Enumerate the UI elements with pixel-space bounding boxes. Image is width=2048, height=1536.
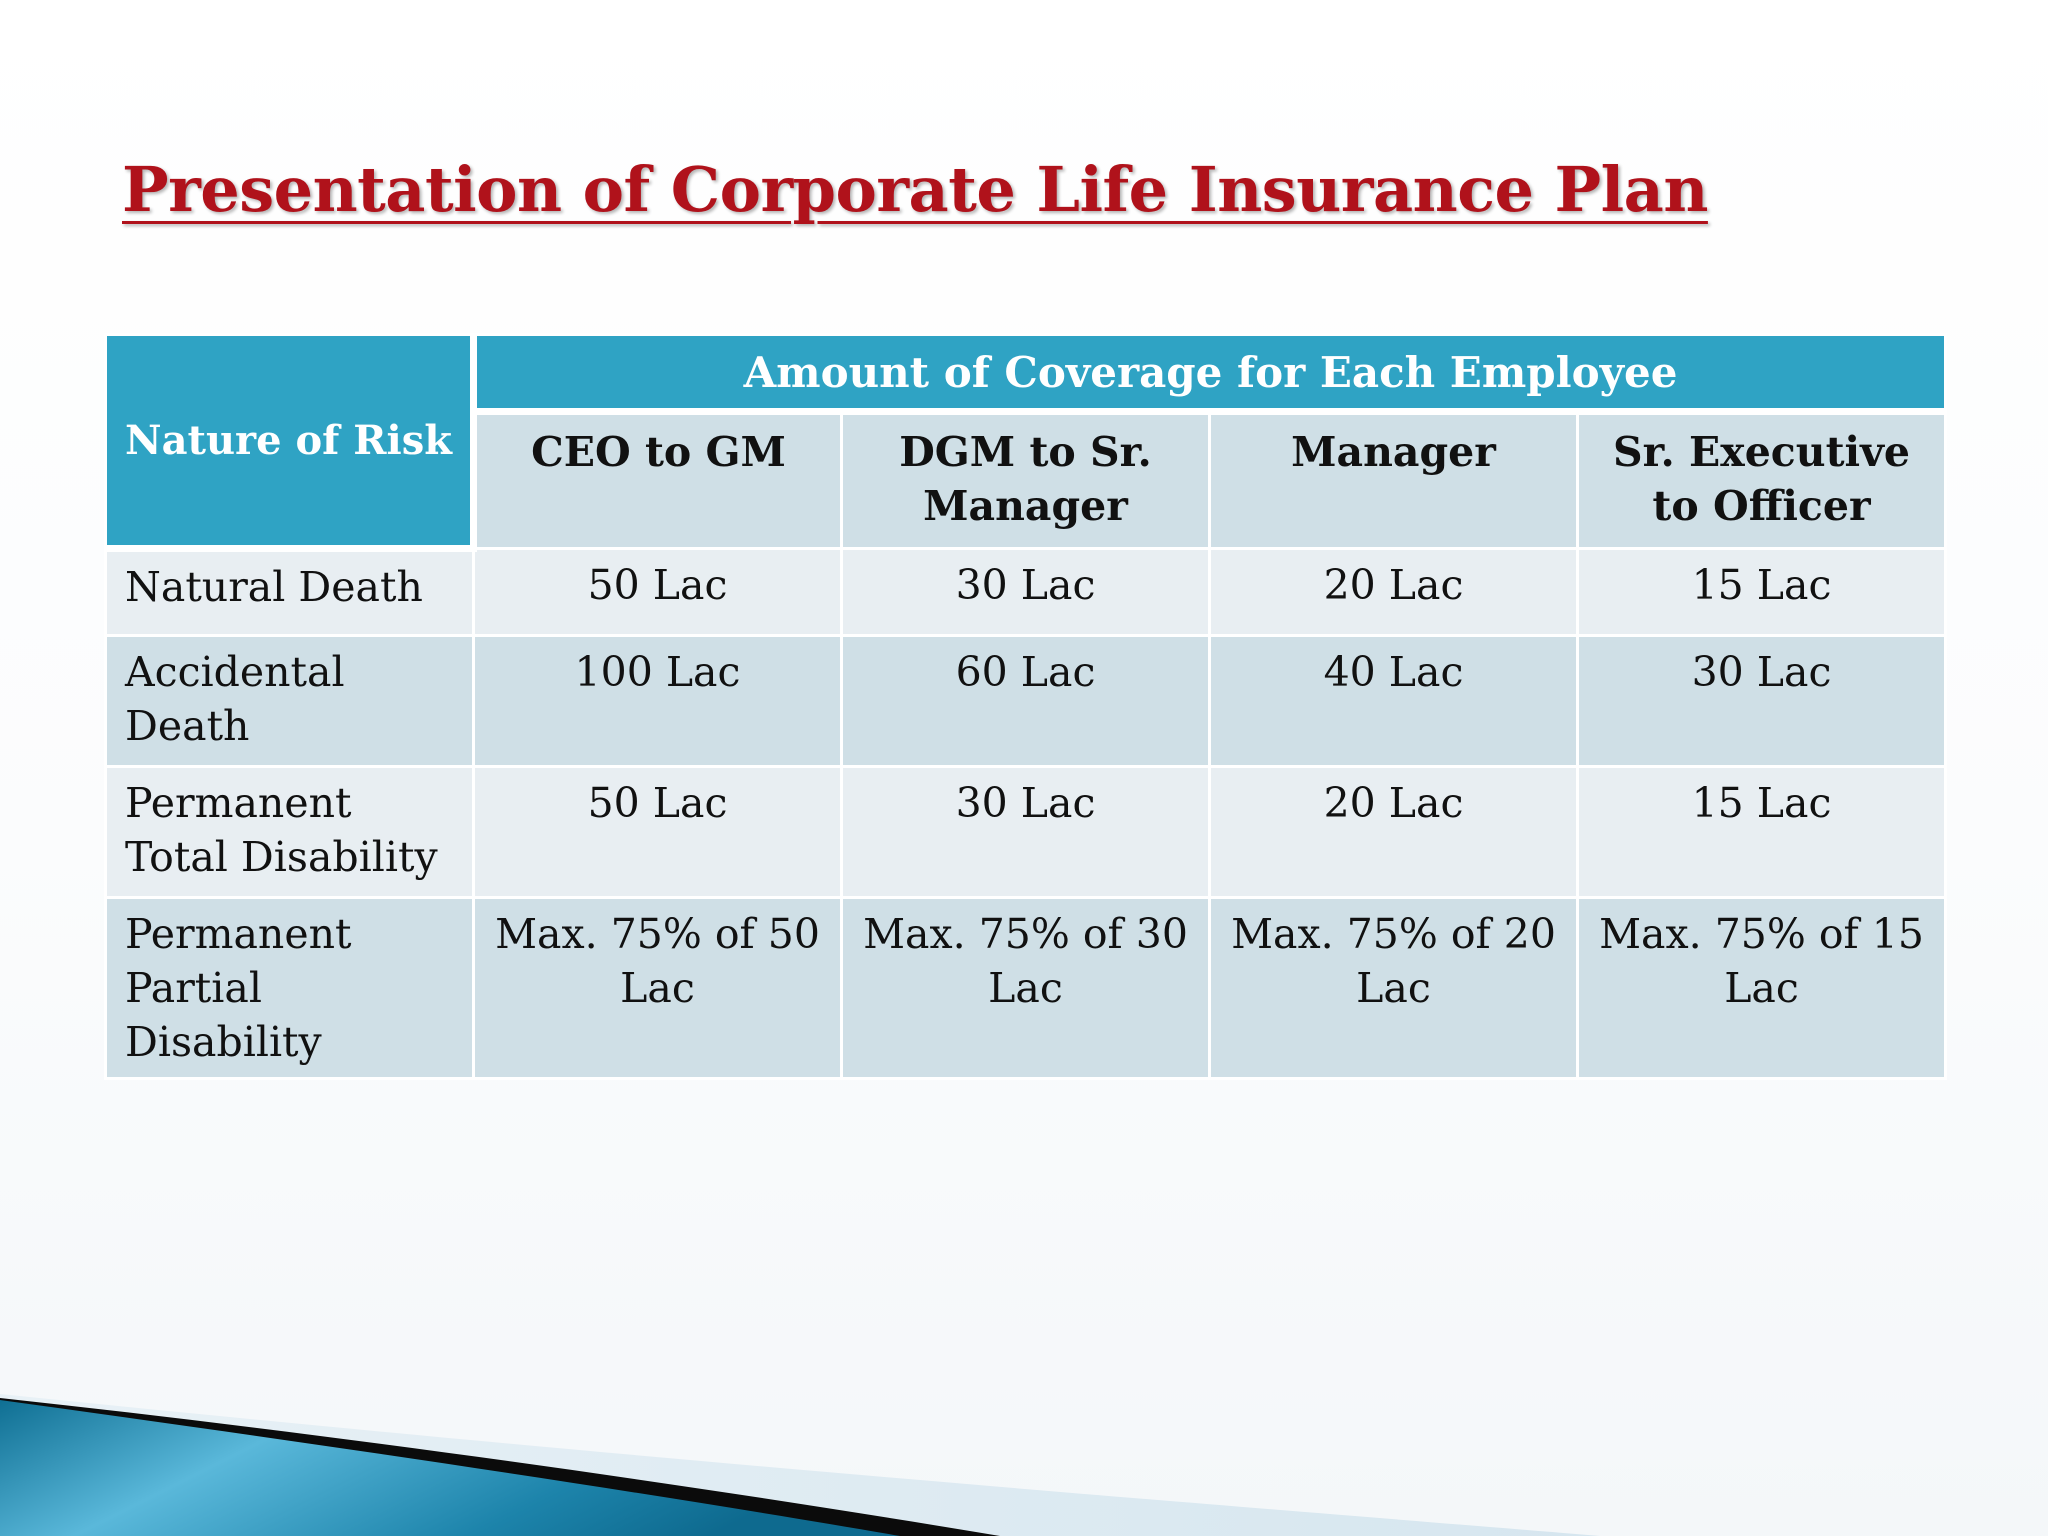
coverage-value: 50 Lac <box>474 549 842 636</box>
coverage-table <box>104 333 1947 1080</box>
coverage-value: 40 Lac <box>1210 636 1578 767</box>
coverage-value: 50 Lac <box>474 767 842 898</box>
table-row <box>106 767 1946 898</box>
table-group-header-row <box>106 335 1946 412</box>
coverage-value: 30 Lac <box>1578 636 1946 767</box>
coverage-value: 15 Lac <box>1578 767 1946 898</box>
table-row <box>106 549 1946 636</box>
coverage-value: 20 Lac <box>1210 767 1578 898</box>
coverage-value: 20 Lac <box>1210 549 1578 636</box>
risk-label: Permanent Total Disability <box>106 767 474 898</box>
decorative-swoosh <box>0 1276 2048 1536</box>
column-header-dgm-to-sr-manager: DGM to Sr. Manager <box>842 412 1210 549</box>
coverage-value: 30 Lac <box>842 767 1210 898</box>
coverage-value: 15 Lac <box>1578 549 1946 636</box>
slide-title: Presentation of Corporate Life Insurance Plan <box>122 153 1708 226</box>
column-header-sr-executive-to-officer: Sr. Executive to Officer <box>1578 412 1946 549</box>
column-header-ceo-to-gm: CEO to GM <box>474 412 842 549</box>
table-row <box>106 898 1946 1079</box>
column-header-manager: Manager <box>1210 412 1578 549</box>
nature-of-risk-header: Nature of Risk <box>106 335 474 549</box>
coverage-value: Max. 75% of 20 Lac <box>1210 898 1578 1079</box>
coverage-group-header: Amount of Coverage for Each Employee <box>474 335 1946 412</box>
coverage-value: 100 Lac <box>474 636 842 767</box>
risk-label: Permanent Partial Disability <box>106 898 474 1079</box>
table-row <box>106 636 1946 767</box>
risk-label: Natural Death <box>106 549 474 636</box>
coverage-value: 60 Lac <box>842 636 1210 767</box>
coverage-value: Max. 75% of 15 Lac <box>1578 898 1946 1079</box>
coverage-value: Max. 75% of 30 Lac <box>842 898 1210 1079</box>
coverage-value: 30 Lac <box>842 549 1210 636</box>
coverage-value: Max. 75% of 50 Lac <box>474 898 842 1079</box>
risk-label: Accidental Death <box>106 636 474 767</box>
